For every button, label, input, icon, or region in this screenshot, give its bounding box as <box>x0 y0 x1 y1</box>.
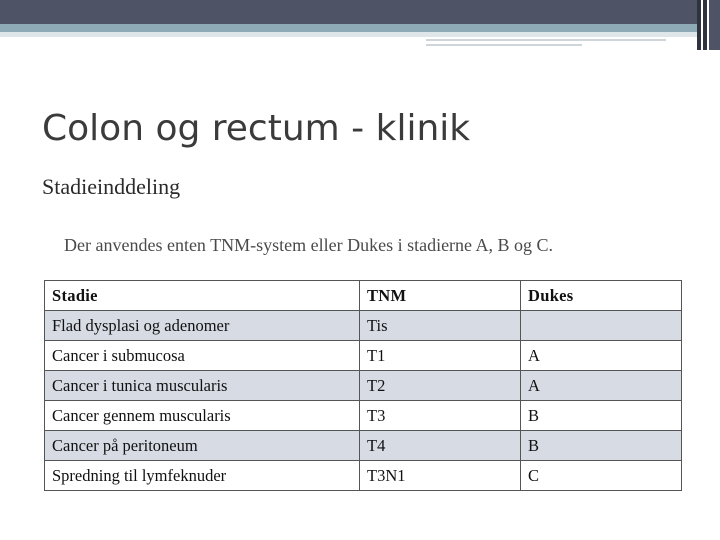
cell-stadie: Cancer i tunica muscularis <box>45 371 360 401</box>
top-bar-accent <box>0 24 697 32</box>
slide-subtitle: Stadieinddeling <box>42 174 181 199</box>
decor-stripe-2 <box>703 0 707 50</box>
top-bar-light <box>0 32 697 37</box>
cell-dukes: B <box>521 401 682 431</box>
header-dukes: Dukes <box>521 281 682 311</box>
cell-dukes: C <box>521 461 682 491</box>
cell-tnm: T2 <box>360 371 521 401</box>
table-row <box>45 371 682 401</box>
decor-line-1 <box>426 39 666 41</box>
cell-stadie: Cancer gennem muscularis <box>45 401 360 431</box>
cell-dukes: A <box>521 341 682 371</box>
cell-tnm: T3N1 <box>360 461 521 491</box>
table-row <box>45 341 682 371</box>
cell-tnm: T4 <box>360 431 521 461</box>
cell-tnm: Tis <box>360 311 521 341</box>
decor-stripe-3 <box>709 0 720 50</box>
cell-stadie: Spredning til lymfeknuder <box>45 461 360 491</box>
slide-title: Colon og rectum - klinik <box>42 108 471 149</box>
cell-tnm: T3 <box>360 401 521 431</box>
cell-dukes: B <box>521 431 682 461</box>
decor-line-2 <box>426 44 582 46</box>
cell-stadie: Cancer på peritoneum <box>45 431 360 461</box>
cell-dukes: A <box>521 371 682 401</box>
cell-stadie: Flad dysplasi og adenomer <box>45 311 360 341</box>
cell-dukes <box>521 311 682 341</box>
slide-note: Der anvendes enten TNM-system eller Dukes i stadierne A, B og C. <box>64 235 554 255</box>
table-row <box>45 401 682 431</box>
decor-stripe-1 <box>697 0 701 50</box>
table-row <box>45 311 682 341</box>
top-bar-dark <box>0 0 697 24</box>
table-header-row <box>45 281 682 311</box>
cell-tnm: T1 <box>360 341 521 371</box>
table-row <box>45 461 682 491</box>
table-row <box>45 431 682 461</box>
header-stadie: Stadie <box>45 281 360 311</box>
cell-stadie: Cancer i submucosa <box>45 341 360 371</box>
staging-table <box>44 280 682 491</box>
header-tnm: TNM <box>360 281 521 311</box>
